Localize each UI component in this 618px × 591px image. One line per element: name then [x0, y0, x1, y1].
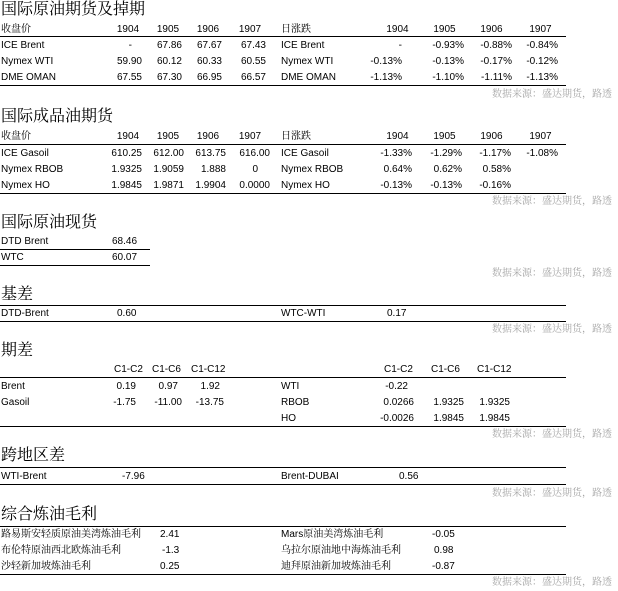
row-name: ICE Brent: [281, 40, 325, 51]
table-cell: 60.55: [240, 56, 266, 67]
table-cell: 60.33: [196, 56, 222, 67]
table-cell: 0.19: [116, 381, 136, 392]
table-cell: 67.55: [116, 72, 142, 83]
table-cell: 60.12: [156, 56, 182, 67]
table-rule: [0, 85, 566, 86]
table-cell: -1.13%: [370, 72, 402, 83]
table-cell: -1.33%: [380, 148, 412, 159]
table-cell: -1.17%: [479, 148, 511, 159]
table-cell: -13.75: [195, 397, 224, 408]
table-cell: 1.9845: [479, 413, 510, 424]
table-cell: -: [128, 40, 132, 51]
row-name: ICE Brent: [1, 40, 45, 51]
table-cell: 0.64%: [383, 164, 412, 175]
table-rule: [0, 574, 566, 575]
header-month: 1907: [238, 24, 262, 35]
section-title-margin: 综合炼油毛利: [1, 506, 98, 523]
table-cell: -0.0026: [380, 413, 414, 424]
table-cell: 0: [252, 164, 258, 175]
table-cell: 0.56: [399, 471, 419, 482]
table-cell: 0.0000: [239, 180, 270, 191]
table-rule: [0, 144, 566, 145]
row-name: Brent: [1, 381, 25, 392]
table-cell: 67.43: [240, 40, 266, 51]
table-cell: 68.46: [112, 236, 138, 247]
table-cell: -11.00: [154, 397, 182, 408]
header-label-close: 收盘价: [1, 131, 31, 142]
table-rule: [0, 265, 150, 266]
row-name: DTD-Brent: [1, 308, 49, 319]
table-cell: 1.92: [200, 381, 220, 392]
table-rule: [0, 36, 566, 37]
header-month: 1904: [386, 24, 409, 35]
header-month: 1906: [480, 24, 503, 35]
table-cell: -1.08%: [526, 148, 558, 159]
row-name: 乌拉尔原油地中海炼油毛利: [281, 545, 401, 556]
header-month: 1906: [196, 24, 220, 35]
table-rule: [0, 249, 150, 250]
header-spread: C1-C12: [477, 364, 512, 375]
row-name: Brent-DUBAI: [281, 471, 339, 482]
table-cell: 0.0266: [383, 397, 414, 408]
table-cell: -0.13%: [430, 180, 462, 191]
table-cell: 67.30: [156, 72, 182, 83]
row-name: Gasoil: [1, 397, 30, 408]
table-cell: -1.3: [162, 545, 180, 556]
header-month: 1907: [529, 131, 552, 142]
table-cell: -0.13%: [432, 56, 464, 67]
table-cell: 613.75: [195, 148, 226, 159]
header-spread: C1-C6: [152, 364, 181, 375]
row-name: DME OMAN: [281, 72, 336, 83]
header-spread: C1-C2: [384, 364, 413, 375]
table-cell: 1.9325: [433, 397, 464, 408]
row-name: HO: [281, 413, 296, 424]
table-cell: -7.96: [122, 471, 145, 482]
row-name: WTC-WTI: [281, 308, 326, 319]
row-name: Nymex RBOB: [281, 164, 344, 175]
row-name: WTI: [281, 381, 300, 392]
table-rule: [0, 377, 566, 378]
table-cell: -0.05: [432, 529, 455, 540]
row-name: DME OMAN: [1, 72, 56, 83]
source-note: 数据来源：盛达期货，路透: [492, 488, 612, 499]
table-cell: 67.67: [196, 40, 222, 51]
source-note: 数据来源：盛达期货，路透: [492, 324, 612, 335]
row-name: 布伦特原油西北欧炼油毛利: [1, 545, 121, 556]
table-cell: -0.87: [432, 561, 455, 572]
table-cell: -: [398, 40, 402, 51]
table-cell: 2.41: [160, 529, 180, 540]
table-cell: -1.75: [113, 397, 136, 408]
table-cell: 0.17: [387, 308, 407, 319]
row-name: 迪拜原油新加坡炼油毛利: [281, 561, 391, 572]
source-note: 数据来源：盛达期货，路透: [492, 429, 612, 440]
header-spread: C1-C6: [431, 364, 460, 375]
table-cell: 0.97: [158, 381, 178, 392]
table-cell: 1.888: [200, 164, 226, 175]
table-cell: 616.00: [239, 148, 270, 159]
section-title-spot: 国际原油现货: [1, 214, 98, 231]
header-label-change: 日涨跌: [281, 24, 311, 35]
header-month: 1905: [433, 131, 456, 142]
row-name: Nymex WTI: [281, 56, 334, 67]
table-cell: -1.13%: [526, 72, 558, 83]
table-cell: 60.07: [112, 252, 138, 263]
table-cell: 67.86: [156, 40, 182, 51]
header-label-close: 收盘价: [1, 24, 31, 35]
header-month: 1906: [196, 131, 220, 142]
row-name: WTI-Brent: [1, 471, 47, 482]
table-cell: -1.11%: [481, 72, 512, 83]
source-note: 数据来源：盛达期货，路透: [492, 577, 612, 588]
table-cell: 1.9871: [153, 180, 184, 191]
table-cell: -1.10%: [432, 72, 464, 83]
row-name: 路易斯安轻质原油美湾炼油毛利: [1, 529, 141, 540]
table-cell: 0.62%: [433, 164, 462, 175]
table-cell: 612.00: [153, 148, 184, 159]
row-name: WTC: [1, 252, 24, 263]
table-cell: 1.9325: [479, 397, 510, 408]
header-month: 1905: [156, 24, 180, 35]
row-name: ICE Gasoil: [1, 148, 49, 159]
header-month: 1904: [116, 131, 140, 142]
row-name: Nymex HO: [1, 180, 50, 191]
section-title-crude-futures: 国际原油期货及掉期: [1, 1, 146, 18]
source-note: 数据来源：盛达期货，路透: [492, 89, 612, 100]
header-label-change: 日涨跌: [281, 131, 311, 142]
header-month: 1905: [433, 24, 456, 35]
row-name: Nymex HO: [281, 180, 330, 191]
table-cell: 1.9059: [153, 164, 184, 175]
table-rule: [0, 321, 566, 322]
header-month: 1904: [386, 131, 409, 142]
section-title-products-futures: 国际成品油期货: [1, 108, 114, 125]
table-cell: -0.93%: [432, 40, 464, 51]
table-cell: 66.57: [240, 72, 266, 83]
header-month: 1907: [529, 24, 552, 35]
row-name: DTD Brent: [1, 236, 49, 247]
row-name: RBOB: [281, 397, 310, 408]
table-cell: 0.25: [160, 561, 180, 572]
table-cell: 1.9845: [433, 413, 464, 424]
table-cell: -0.84%: [526, 40, 558, 51]
table-cell: -0.88%: [480, 40, 512, 51]
table-cell: 610.25: [111, 148, 142, 159]
table-cell: -1.29%: [430, 148, 462, 159]
row-name: Nymex RBOB: [1, 164, 64, 175]
table-rule: [0, 467, 566, 468]
table-cell: -0.13%: [370, 56, 402, 67]
row-name: ICE Gasoil: [281, 148, 329, 159]
header-spread: C1-C2: [114, 364, 143, 375]
table-cell: -0.16%: [479, 180, 511, 191]
table-cell: 1.9904: [195, 180, 226, 191]
row-name: Nymex WTI: [1, 56, 54, 67]
table-cell: -0.13%: [380, 180, 412, 191]
header-month: 1907: [238, 131, 262, 142]
table-cell: 1.9845: [111, 180, 142, 191]
table-rule: [0, 305, 566, 306]
source-note: 数据来源：盛达期货，路透: [492, 196, 612, 207]
row-name: 沙轻新加坡炼油毛利: [1, 561, 91, 572]
table-cell: 59.90: [116, 56, 142, 67]
section-title-cross: 跨地区差: [1, 447, 66, 464]
table-cell: 0.98: [434, 545, 454, 556]
table-cell: 0.58%: [482, 164, 511, 175]
header-month: 1904: [116, 24, 140, 35]
table-rule: [0, 193, 566, 194]
table-cell: 66.95: [196, 72, 222, 83]
section-title-basis: 基差: [1, 286, 34, 303]
table-rule: [0, 426, 566, 427]
table-cell: -0.12%: [526, 56, 558, 67]
header-month: 1906: [480, 131, 503, 142]
section-title-spread: 期差: [1, 342, 34, 359]
source-note: 数据来源：盛达期货，路透: [492, 268, 612, 279]
table-cell: -0.22: [385, 381, 408, 392]
header-spread: C1-C12: [191, 364, 226, 375]
table-rule: [0, 526, 566, 527]
table-cell: 1.9325: [111, 164, 142, 175]
table-cell: -0.17%: [480, 56, 512, 67]
table-cell: 0.60: [117, 308, 137, 319]
header-month: 1905: [156, 131, 180, 142]
row-name: Mars原油美湾炼油毛利: [281, 529, 384, 540]
table-rule: [0, 484, 566, 485]
